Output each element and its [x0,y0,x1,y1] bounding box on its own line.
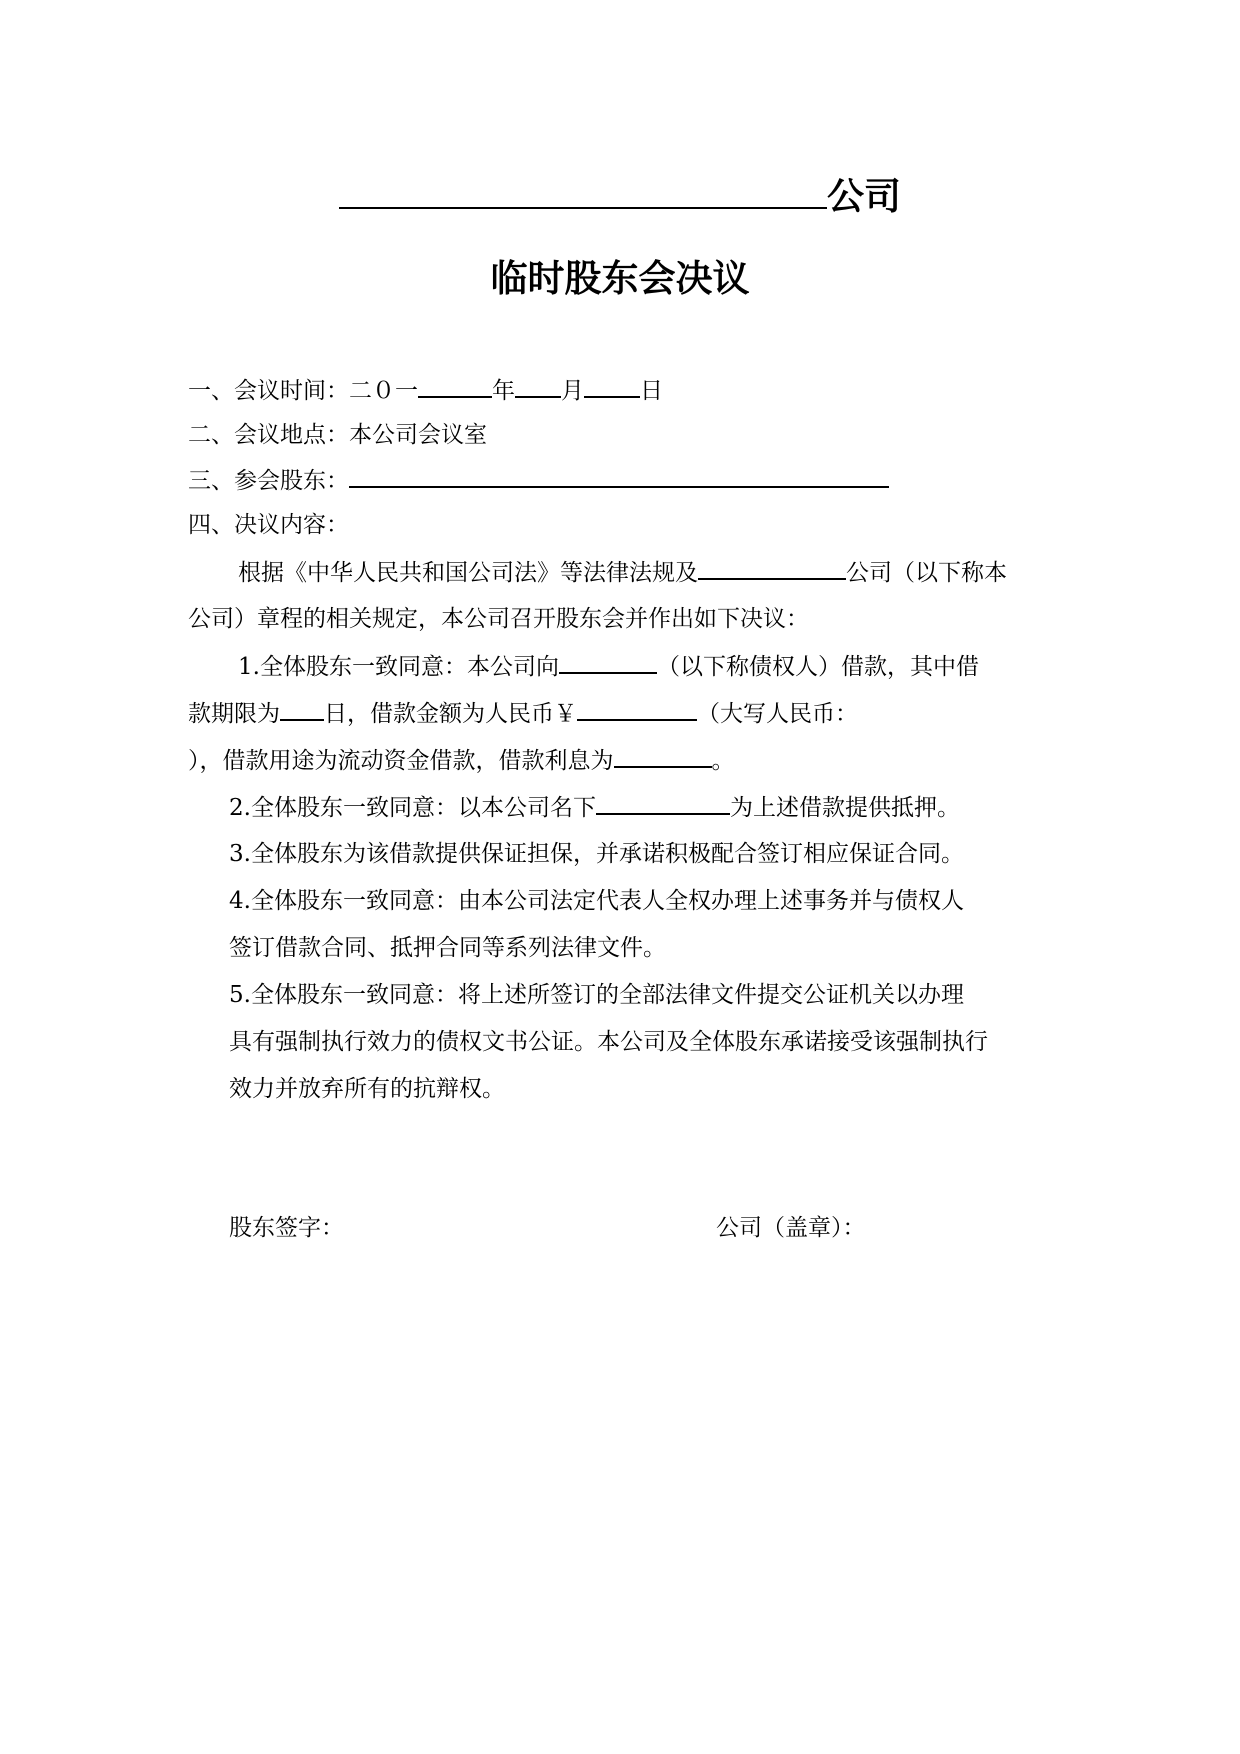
company-title-line [0,172,1240,220]
r1-text-f: ），借款用途为流动资金借款，借款利息为 [188,747,614,774]
meeting-time-label: 一、会议时间：二０一 [188,377,418,404]
r2-text-b: 为上述借款提供抵押。 [729,794,960,821]
collateral-blank[interactable] [596,791,730,815]
r2-text-a: 2.全体股东一致同意：以本公司名下 [229,794,596,821]
resolution-1-line-2 [188,697,858,730]
attendees-line [188,464,889,497]
company-name-blank[interactable] [339,172,827,209]
intro-text-2: 公司（以下称本 [846,559,1007,586]
intro-line-2: 公司）章程的相关规定，本公司召开股东会并作出如下决议： [188,606,809,632]
resolution-5-line-2: 具有强制执行效力的债权文书公证。本公司及全体股东承诺接受该强制执行 [229,1029,988,1055]
creditor-blank[interactable] [559,650,657,674]
interest-blank[interactable] [614,744,712,768]
resolution-1-line-3 [188,744,735,777]
r1-text-a: 1.全体股东一致同意：本公司向 [238,653,559,680]
intro-company-blank[interactable] [698,556,846,580]
day-label: 日 [640,377,663,404]
company-suffix: 公司 [827,175,901,219]
month-label: 月 [561,377,584,404]
r1-text-c: 款期限为 [188,700,280,727]
resolution-5-line-3: 效力并放弃所有的抗辩权。 [229,1076,505,1102]
year-blank[interactable] [418,374,492,398]
intro-line-1 [238,556,1007,589]
content-heading: 四、决议内容： [188,512,349,538]
r1-text-d: 日，借款金额为人民币￥ [324,700,577,727]
r1-text-g: 。 [711,747,735,774]
resolution-1-line-1 [238,650,979,683]
month-blank[interactable] [515,374,561,398]
day-blank[interactable] [584,374,640,398]
resolution-3-line: 3.全体股东为该借款提供保证担保，并承诺积极配合签订相应保证合同。 [229,841,964,867]
r1-text-e: （大写人民币： [697,700,858,727]
resolution-5-line-1: 5.全体股东一致同意：将上述所签订的全部法律文件提交公证机关以办理 [229,982,964,1008]
loan-term-blank[interactable] [280,697,324,721]
meeting-location-line: 二、会议地点：本公司会议室 [188,422,487,448]
resolution-2-line [229,791,960,824]
intro-text-1: 根据《中华人民共和国公司法》等法律法规及 [238,559,698,586]
resolution-4-line-1: 4.全体股东一致同意：由本公司法定代表人全权办理上述事务并与债权人 [229,888,964,914]
r1-text-b: （以下称债权人）借款，其中借 [656,653,979,680]
company-seal-label: 公司（盖章）： [716,1215,866,1241]
attendees-blank[interactable] [349,464,889,488]
meeting-time-line [188,374,663,407]
document-title: 临时股东会决议 [490,257,750,300]
attendees-label: 三、参会股东： [188,467,349,494]
loan-amount-blank[interactable] [577,697,697,721]
shareholder-signature-label: 股东签字： [229,1215,344,1241]
resolution-4-line-2: 签订借款合同、抵押合同等系列法律文件。 [229,935,666,961]
year-label: 年 [492,377,515,404]
